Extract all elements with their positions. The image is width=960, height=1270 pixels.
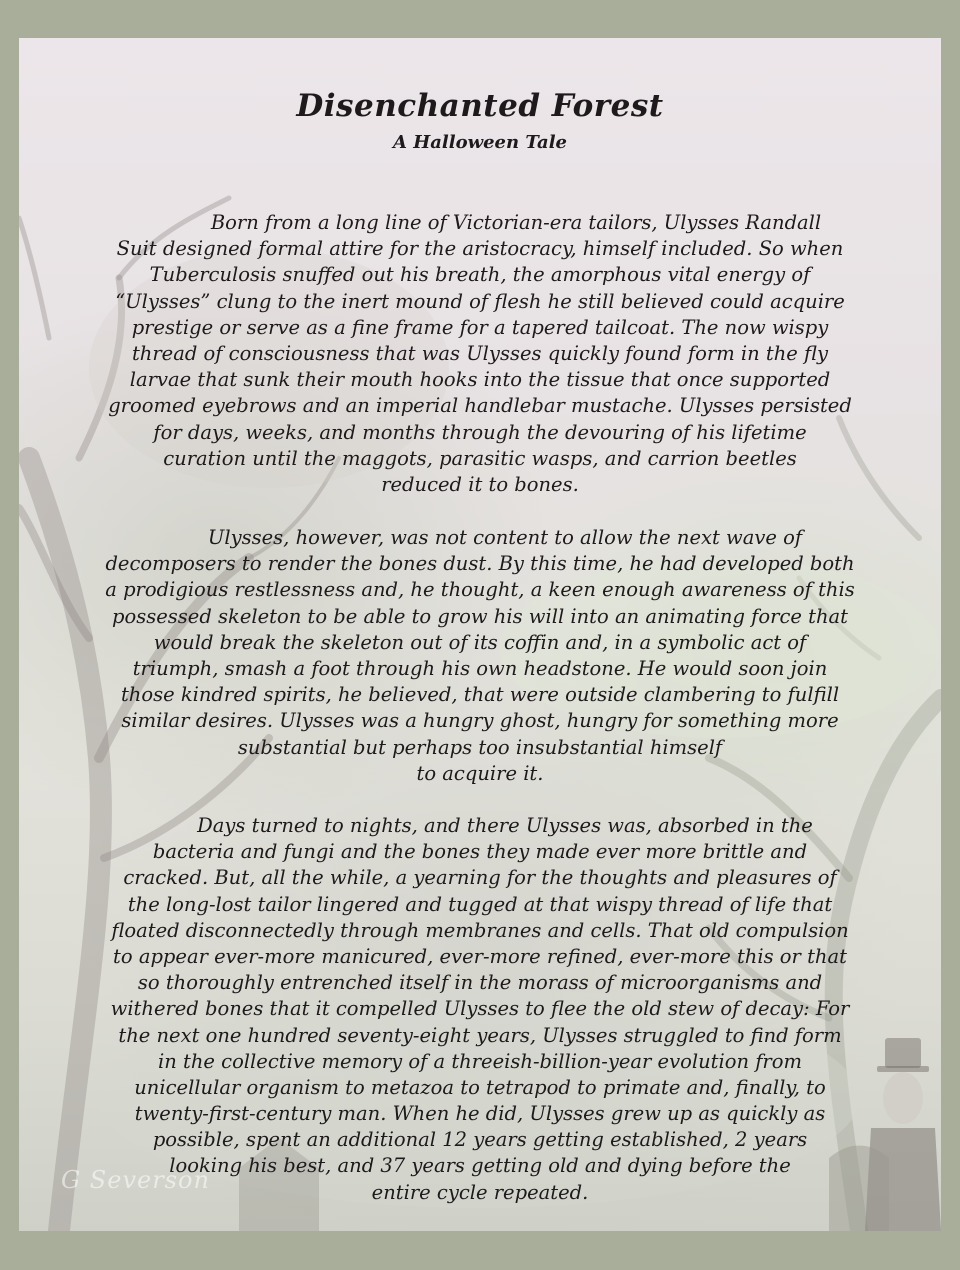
text-line: to appear ever-more manicured, ever-more refined, ever-more this or that	[113, 944, 847, 968]
text-line: cracked. But, all the while, a yearning for the thoughts and pleasures of	[123, 866, 837, 890]
paragraph-2	[63, 525, 897, 787]
text-line: Suit designed formal attire for the aristocracy, himself included. So when	[116, 237, 844, 261]
paragraph-3	[63, 813, 897, 1206]
text-line: thread of consciousness that was Ulysses quickly found form in the fly	[131, 341, 829, 365]
text-line: for days, weeks, and months through the devouring of his lifetime	[153, 420, 807, 444]
document-title: Disenchanted Forest	[296, 88, 664, 124]
text-line: reduced it to bones.	[381, 472, 579, 496]
text-line: curation until the maggots, parasitic wasps, and carrion beetles	[163, 446, 797, 470]
text-line: Born from a long line of Victorian-era tailors, Ulysses Randall	[210, 211, 822, 234]
text-line: larvae that sunk their mouth hooks into the tissue that once supported	[129, 368, 831, 392]
text-line: the long-lost tailor lingered and tugged at that wispy thread of life that	[127, 892, 833, 916]
text-line: groomed eyebrows and an imperial handlebar mustache. Ulysses persisted	[108, 394, 852, 418]
text-line: Tuberculosis snuffed out his breath, the amorphous vital energy of	[149, 263, 811, 287]
story-text	[19, 38, 941, 1231]
text-line: entire cycle repeated.	[371, 1180, 589, 1204]
text-line: so thoroughly entrenched itself in the morass of microorganisms and	[137, 971, 823, 995]
text-line: in the collective memory of a threeish-billion-year evolution from	[158, 1049, 802, 1073]
text-line: would break the skeleton out of its coffin and, in a symbolic act of	[153, 630, 807, 654]
text-line: Days turned to nights, and there Ulysses was, absorbed in the	[197, 814, 813, 837]
document-page	[19, 38, 941, 1231]
paragraph-1	[63, 210, 897, 498]
document-subtitle: A Halloween Tale	[393, 132, 567, 153]
artist-signature: G Severson	[61, 1166, 210, 1194]
text-line: substantial but perhaps too insubstantial himself	[237, 735, 723, 759]
text-line: possible, spent an additional 12 years getting established, 2 years	[152, 1128, 808, 1152]
text-line: bacteria and fungi and the bones they made ever more brittle and	[152, 840, 808, 864]
text-line: looking his best, and 37 years getting old and dying before the	[169, 1154, 791, 1178]
text-line: “Ulysses” clung to the inert mound of flesh he still believed could acquire	[115, 289, 845, 313]
text-line: unicellular organism to metazoa to tetrapod to primate and, finally, to	[134, 1075, 826, 1099]
text-line: a prodigious restlessness and, he thought, a keen enough awareness of this	[105, 578, 855, 602]
text-line: similar desires. Ulysses was a hungry ghost, hungry for something more	[121, 709, 839, 733]
text-line: triumph, smash a foot through his own headstone. He would soon join	[132, 656, 828, 680]
text-line: possessed skeleton to be able to grow his will into an animating force that	[112, 604, 848, 628]
text-line: Ulysses, however, was not content to allow the next wave of	[207, 526, 803, 549]
text-line: the next one hundred seventy-eight years, Ulysses struggled to find form	[118, 1023, 842, 1047]
text-line: floated disconnectedly through membranes and cells. That old compulsion	[111, 918, 849, 942]
text-line: twenty-first-century man. When he did, Ulysses grew up as quickly as	[134, 1102, 826, 1126]
text-line: those kindred spirits, he believed, that were outside clambering to fulfill	[120, 683, 840, 707]
text-line: to acquire it.	[416, 761, 544, 785]
text-line: decomposers to render the bones dust. By this time, he had developed both	[105, 552, 855, 576]
text-line: withered bones that it compelled Ulysses to flee the old stew of decay: For	[110, 997, 850, 1021]
text-line: prestige or serve as a fine frame for a tapered tailcoat. The now wispy	[131, 315, 829, 339]
